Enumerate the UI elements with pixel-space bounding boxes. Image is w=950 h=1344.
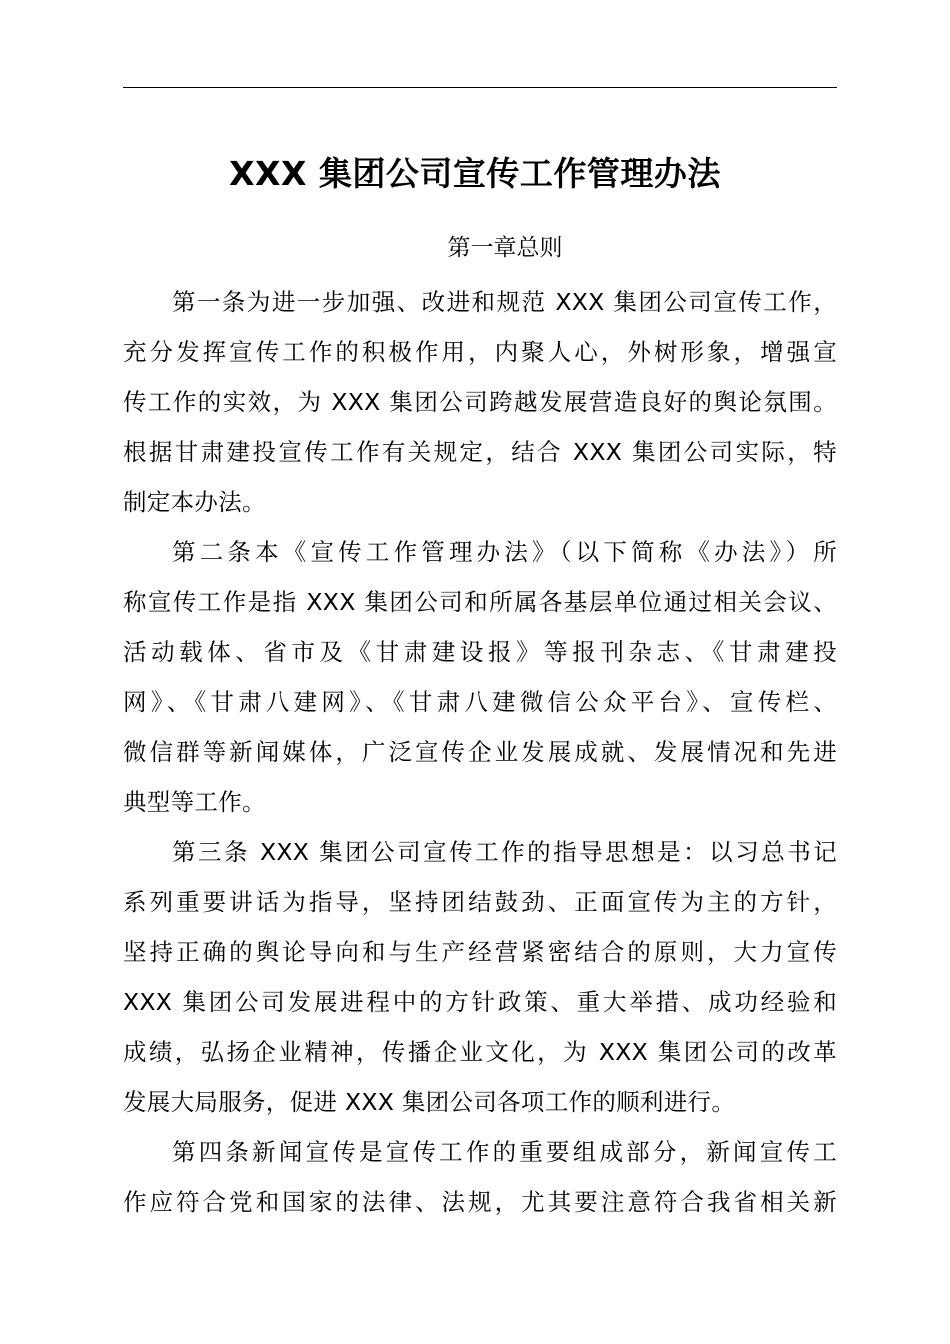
paragraph-line: 作应符合党和国家的法律、法规，尤其要注意符合我省相关新 [123,1188,837,1216]
paragraph-line: XXX 集团公司发展进程中的方针政策、重大举措、成功经验和 [123,988,837,1016]
paragraph-line: 网》、《甘肃八建网》、《甘肃八建微信公众平台》、宣传栏、 [123,688,837,716]
header-rule [123,87,837,88]
paragraph-line: 第三条 XXX 集团公司宣传工作的指导思想是：以习总书记 [172,838,837,866]
paragraph-line: 第四条新闻宣传是宣传工作的重要组成部分，新闻宣传工 [172,1138,837,1166]
paragraph-line: 传工作的实效，为 XXX 集团公司跨越发展营造良好的舆论氛围。 [123,388,837,416]
paragraph-line: 成绩，弘扬企业精神，传播企业文化，为 XXX 集团公司的改革 [123,1038,837,1066]
paragraph-line: 活动载体、省市及《甘肃建设报》等报刊杂志、《甘肃建投 [123,638,837,666]
paragraph-line: 充分发挥宣传工作的积极作用，内聚人心，外树形象，增强宣 [123,338,837,366]
paragraph-line: 第二条本《宣传工作管理办法》（以下简称《办法》）所 [172,538,837,566]
paragraph-line: 发展大局服务，促进 XXX 集团公司各项工作的顺利进行。 [123,1088,736,1116]
paragraph-line: 根据甘肃建投宣传工作有关规定，结合 XXX 集团公司实际，特 [123,438,837,466]
paragraph-line: 制定本办法。 [123,488,266,516]
paragraph-line: 坚持正确的舆论导向和与生产经营紧密结合的原则，大力宣传 [123,938,837,966]
chapter-heading: 第一章总则 [447,235,563,261]
document-body [123,277,837,1227]
paragraph-line: 系列重要讲话为指导，坚持团结鼓劲、正面宣传为主的方针， [123,888,837,916]
document-title: XXX 集团公司宣传工作管理办法 [229,154,721,193]
paragraph-line: 典型等工作。 [123,788,266,816]
paragraph-line: 第一条为进一步加强、改进和规范 XXX 集团公司宣传工作， [172,288,837,316]
paragraph-line: 称宣传工作是指 XXX 集团公司和所属各基层单位通过相关会议、 [123,588,837,616]
paragraph-line: 微信群等新闻媒体，广泛宣传企业发展成就、发展情况和先进 [123,738,837,766]
